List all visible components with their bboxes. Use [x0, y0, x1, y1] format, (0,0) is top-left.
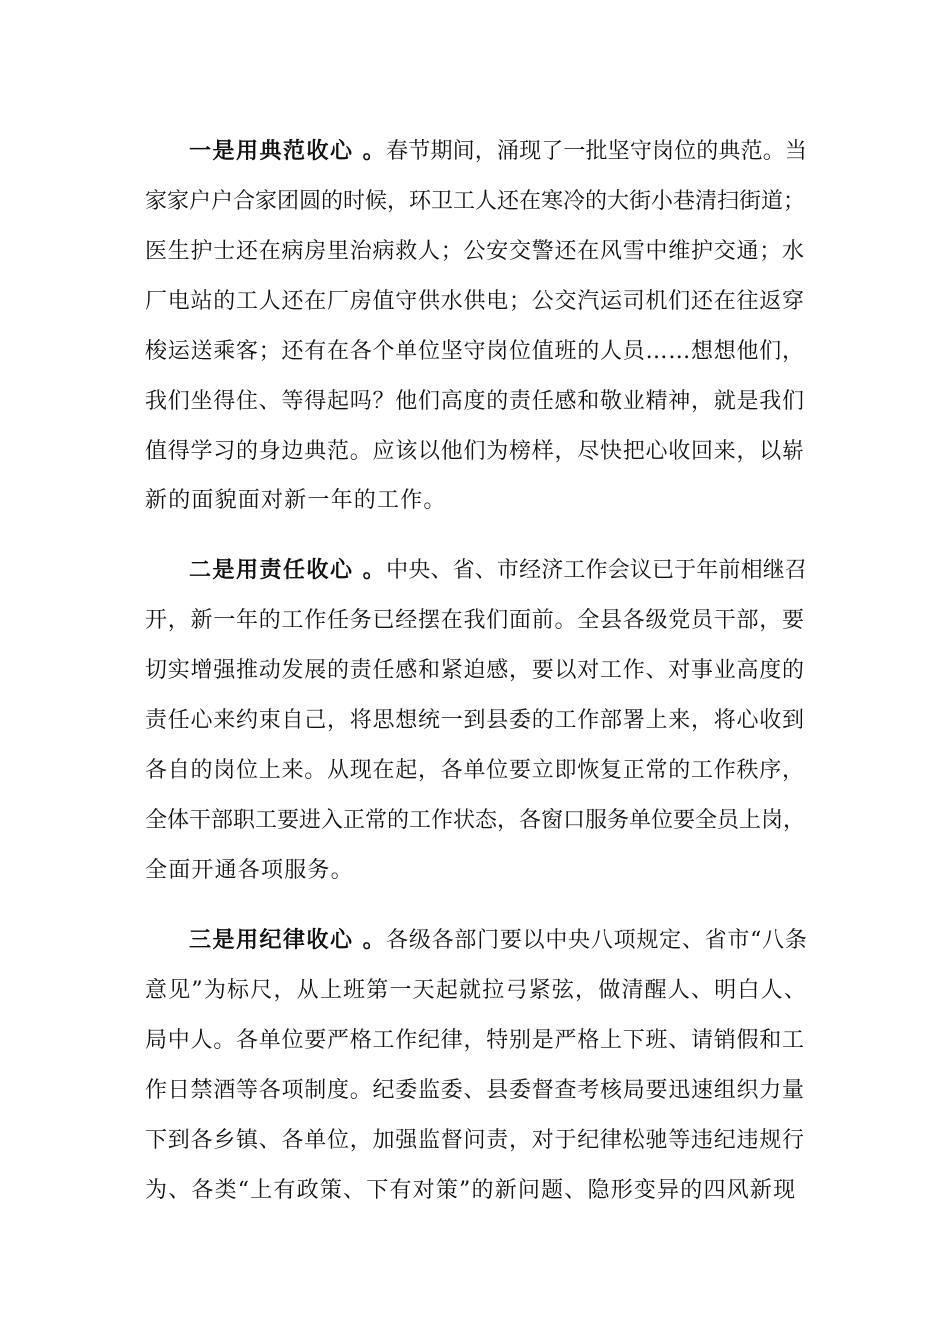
paragraph-2-line-6: 全体干部职工要进入正常的工作状态，各窗口服务单位要全员上岗，	[145, 808, 806, 833]
paragraph-3-text: 各级各部门要以中央八项规定、省市“八条	[386, 928, 808, 953]
paragraph-2-text: 中央、省、市经济工作会议已于年前相继召	[386, 558, 808, 583]
paragraph-1-line-5: 梭运送乘客；还有在各个单位坚守岗位值班的人员……想想他们，	[145, 339, 805, 364]
paragraph-2-line-4: 责任心来约束自己，将思想统一到县委的工作部署上来，将心收到	[145, 708, 805, 733]
paragraph-3-line-5: 下到各乡镇、各单位，加强监督问责，对于纪律松驰等违纪违规行	[145, 1128, 805, 1153]
paragraph-2-line-1	[189, 556, 807, 586]
paragraph-1-line-7: 值得学习的身边典范。应该以他们为榜样，尽快把心收回来，以崭	[145, 439, 805, 464]
paragraph-2-line-2: 开，新一年的工作任务已经摆在我们面前。全县各级党员干部，要	[145, 608, 805, 633]
paragraph-3-line-2: 意见”为标尺，从上班第一天起就拉弓紧弦，做清醒人、明白人、	[145, 978, 808, 1003]
paragraph-1-line-4: 厂电站的工人还在厂房值守供水供电；公交汽运司机们还在往返穿	[145, 289, 805, 314]
paragraph-3-line-4: 作日禁酒等各项制度。纪委监委、县委督查考核局要迅速组织力量	[145, 1078, 805, 1103]
paragraph-1-line-6: 我们坐得住、等得起吗？他们高度的责任感和敬业精神，就是我们	[145, 389, 805, 414]
paragraph-1-line-3: 医生护士还在病房里治病救人；公安交警还在风雪中维护交通；水	[145, 239, 805, 264]
paragraph-1-line-1	[189, 137, 807, 167]
paragraph-1-line-8: 新的面貌面对新一年的工作。	[145, 488, 447, 513]
paragraph-3-line-6: 为、各类“上有政策、下有对策”的新问题、隐形变异的四风新现	[145, 1178, 797, 1203]
paragraph-1-lead: 一是用典范收心 。	[189, 139, 387, 164]
paragraph-2-line-5: 各自的岗位上来。从现在起，各单位要立即恢复正常的工作秩序，	[145, 758, 805, 783]
paragraph-3-lead: 三是用纪律收心 。	[189, 928, 387, 953]
paragraph-2-line-3: 切实增强推动发展的责任感和紧迫感，要以对工作、对事业高度的	[145, 658, 805, 683]
paragraph-3-line-1	[189, 926, 808, 956]
paragraph-1-line-2: 家家户户合家团圆的时候，环卫工人还在寒冷的大街小巷清扫街道；	[145, 189, 806, 214]
paragraph-2-line-7: 全面开通各项服务。	[145, 858, 354, 883]
paragraph-2-lead: 二是用责任收心 。	[189, 558, 387, 583]
paragraph-1-text: 春节期间，涌现了一批坚守岗位的典范。当	[386, 139, 808, 164]
paragraph-3-line-3: 局中人。各单位要严格工作纪律，特别是严格上下班、请销假和工	[145, 1028, 805, 1053]
